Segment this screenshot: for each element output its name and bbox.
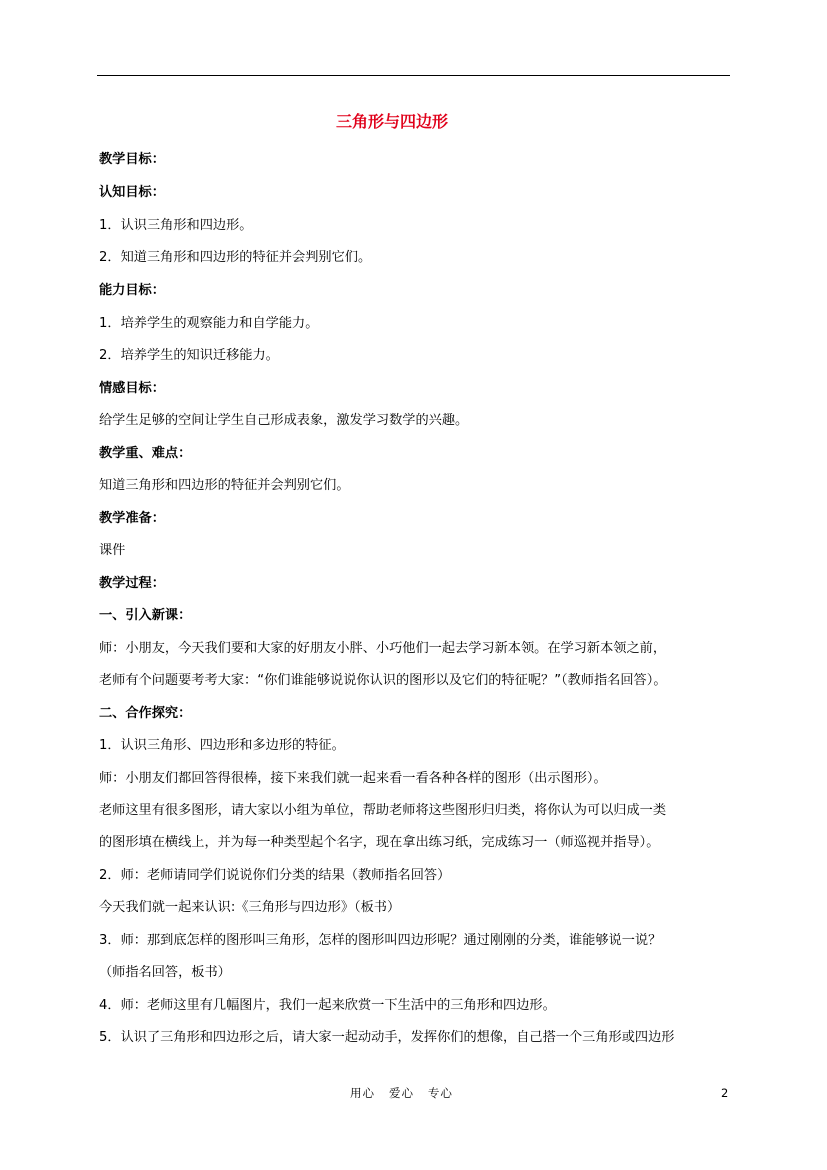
paragraph: 今天我们就一起来认识:《三角形与四边形》（板书）	[99, 900, 401, 915]
paragraph: 课件	[99, 543, 126, 558]
heading-key-points: 教学重、难点：	[99, 446, 192, 461]
paragraph: 1．培养学生的观察能力和自学能力。	[99, 316, 319, 331]
footer-slogan: 用心 爱心 专心	[350, 1086, 453, 1100]
heading-preparation: 教学准备：	[99, 511, 165, 526]
paragraph: 2．培养学生的知识迁移能力。	[99, 348, 279, 363]
paragraph: 1．认识三角形、四边形和多边形的特征。	[99, 738, 345, 753]
page-title: 三角形与四边形	[335, 112, 448, 131]
page-number: 2	[721, 1086, 729, 1100]
paragraph: 老师这里有很多图形，请大家以小组为单位，帮助老师将这些图形归归类，将你认为可以归成一类	[99, 803, 667, 818]
paragraph: 5．认识了三角形和四边形之后，请大家一起动动手，发挥你们的想像，自己搭一个三角形或四边形	[99, 1030, 675, 1045]
paragraph: 知道三角形和四边形的特征并会判别它们。	[99, 478, 350, 493]
paragraph: （师指名回答，板书）	[99, 965, 231, 980]
paragraph: 4．师：老师这里有几幅图片，我们一起来欣赏一下生活中的三角形和四边形。	[99, 998, 556, 1013]
heading-cognitive-goals: 认知目标：	[99, 185, 165, 200]
paragraph: 3．师：那到底怎样的图形叫三角形，怎样的图形叫四边形呢？通过刚刚的分类，谁能够说一说？	[99, 933, 662, 948]
heading-process: 教学过程：	[99, 576, 165, 591]
paragraph: 1．认识三角形和四边形。	[99, 218, 253, 233]
paragraph: 2．师：老师请同学们说说你们分类的结果（教师指名回答）	[99, 868, 451, 883]
paragraph: 师：小朋友们都回答得很棒，接下来我们就一起来看一看各种各样的图形（出示图形）。	[99, 771, 607, 786]
paragraph: 老师有个问题要考考大家：“你们谁能够说说你认识的图形以及它们的特征呢？”（教师指名回答）。	[99, 673, 667, 688]
header-rule	[97, 75, 730, 76]
paragraph: 2．知道三角形和四边形的特征并会判别它们。	[99, 250, 372, 265]
heading-teaching-goals: 教学目标：	[99, 152, 165, 167]
paragraph: 的图形填在横线上，并为每一种类型起个名字，现在拿出练习纸，完成练习一（师巡视并指导）。	[99, 835, 660, 850]
paragraph: 给学生足够的空间让学生自己形成表象，激发学习数学的兴趣。	[99, 413, 469, 428]
heading-emotional-goals: 情感目标：	[99, 381, 165, 396]
heading-ability-goals: 能力目标：	[99, 283, 165, 298]
paragraph: 师：小朋友，今天我们要和大家的好朋友小胖、小巧他们一起去学习新本领。在学习新本领之前，	[99, 641, 667, 656]
heading-introduction: 一、引入新课：	[99, 608, 192, 623]
heading-cooperative-exploration: 二、合作探究：	[99, 706, 192, 721]
